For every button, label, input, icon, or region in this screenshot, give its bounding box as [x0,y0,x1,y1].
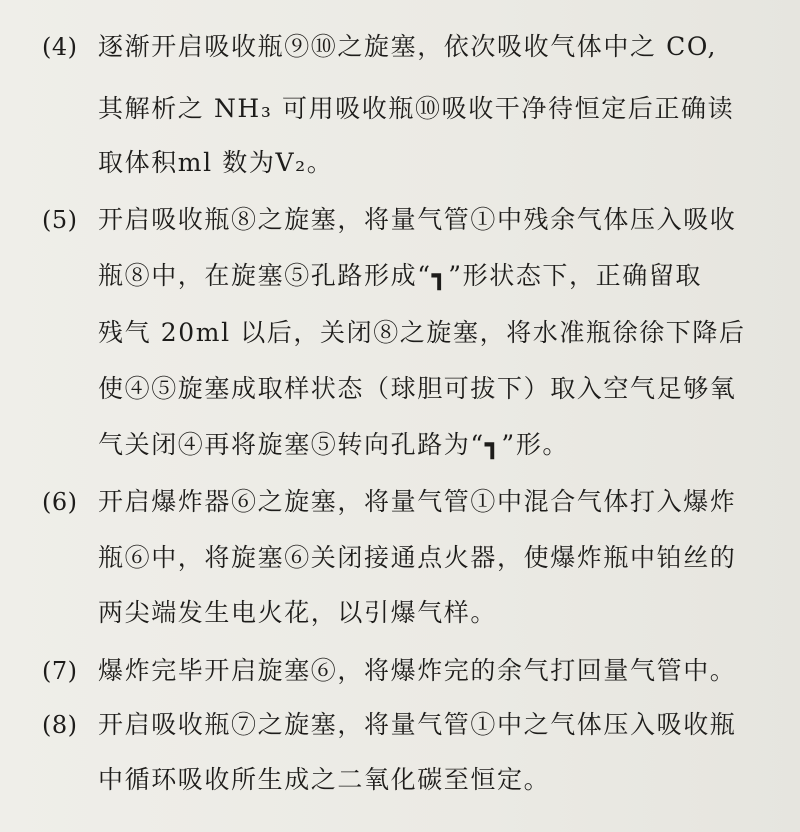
item-5-text-3: 残气 20ml 以后，关闭⑧之旋塞，将水准瓶徐徐下降后 [98,318,746,347]
item-7-number: (7) [42,657,78,685]
item-4-text-1: 逐渐开启吸收瓶⑨⑩之旋塞，依次吸收气体中之 CO, [98,32,718,61]
item-5-text-5: 气关闭④再将旋塞⑤转向孔路为“┓”形。 [98,430,570,459]
item-5-text-2: 瓶⑧中，在旋塞⑤孔路形成“┓”形状态下，正确留取 [98,261,703,290]
item-7-text-1: 爆炸完毕开启旋塞⑥，将爆炸完的余气打回量气管中。 [98,656,737,685]
item-6-text-3: 两尖端发生电火花，以引爆气样。 [98,598,498,627]
item-8-text-2: 中循环吸收所生成之二氧化碳至恒定。 [98,765,551,794]
item-4-text-2: 其解析之 NH₃ 可用吸收瓶⑩吸收干净待恒定后正确读 [98,94,735,123]
item-5-text-1: 开启吸收瓶⑧之旋塞，将量气管①中残余气体压入吸收 [98,205,737,234]
item-6-number: (6) [42,488,78,516]
item-4-text-3: 取体积ml 数为V₂。 [98,148,334,177]
item-6-text-2: 瓶⑥中，将旋塞⑥关闭接通点火器，使爆炸瓶中铂丝的 [98,543,737,572]
item-6-text-1: 开启爆炸器⑥之旋塞，将量气管①中混合气体打入爆炸 [98,487,737,516]
item-8-text-1: 开启吸收瓶⑦之旋塞，将量气管①中之气体压入吸收瓶 [98,710,737,739]
item-4-number: (4) [42,33,78,61]
item-5-number: (5) [42,206,78,234]
item-8-number: (8) [42,711,78,739]
item-5-text-4: 使④⑤旋塞成取样状态（球胆可拔下）取入空气足够氧 [98,374,737,403]
